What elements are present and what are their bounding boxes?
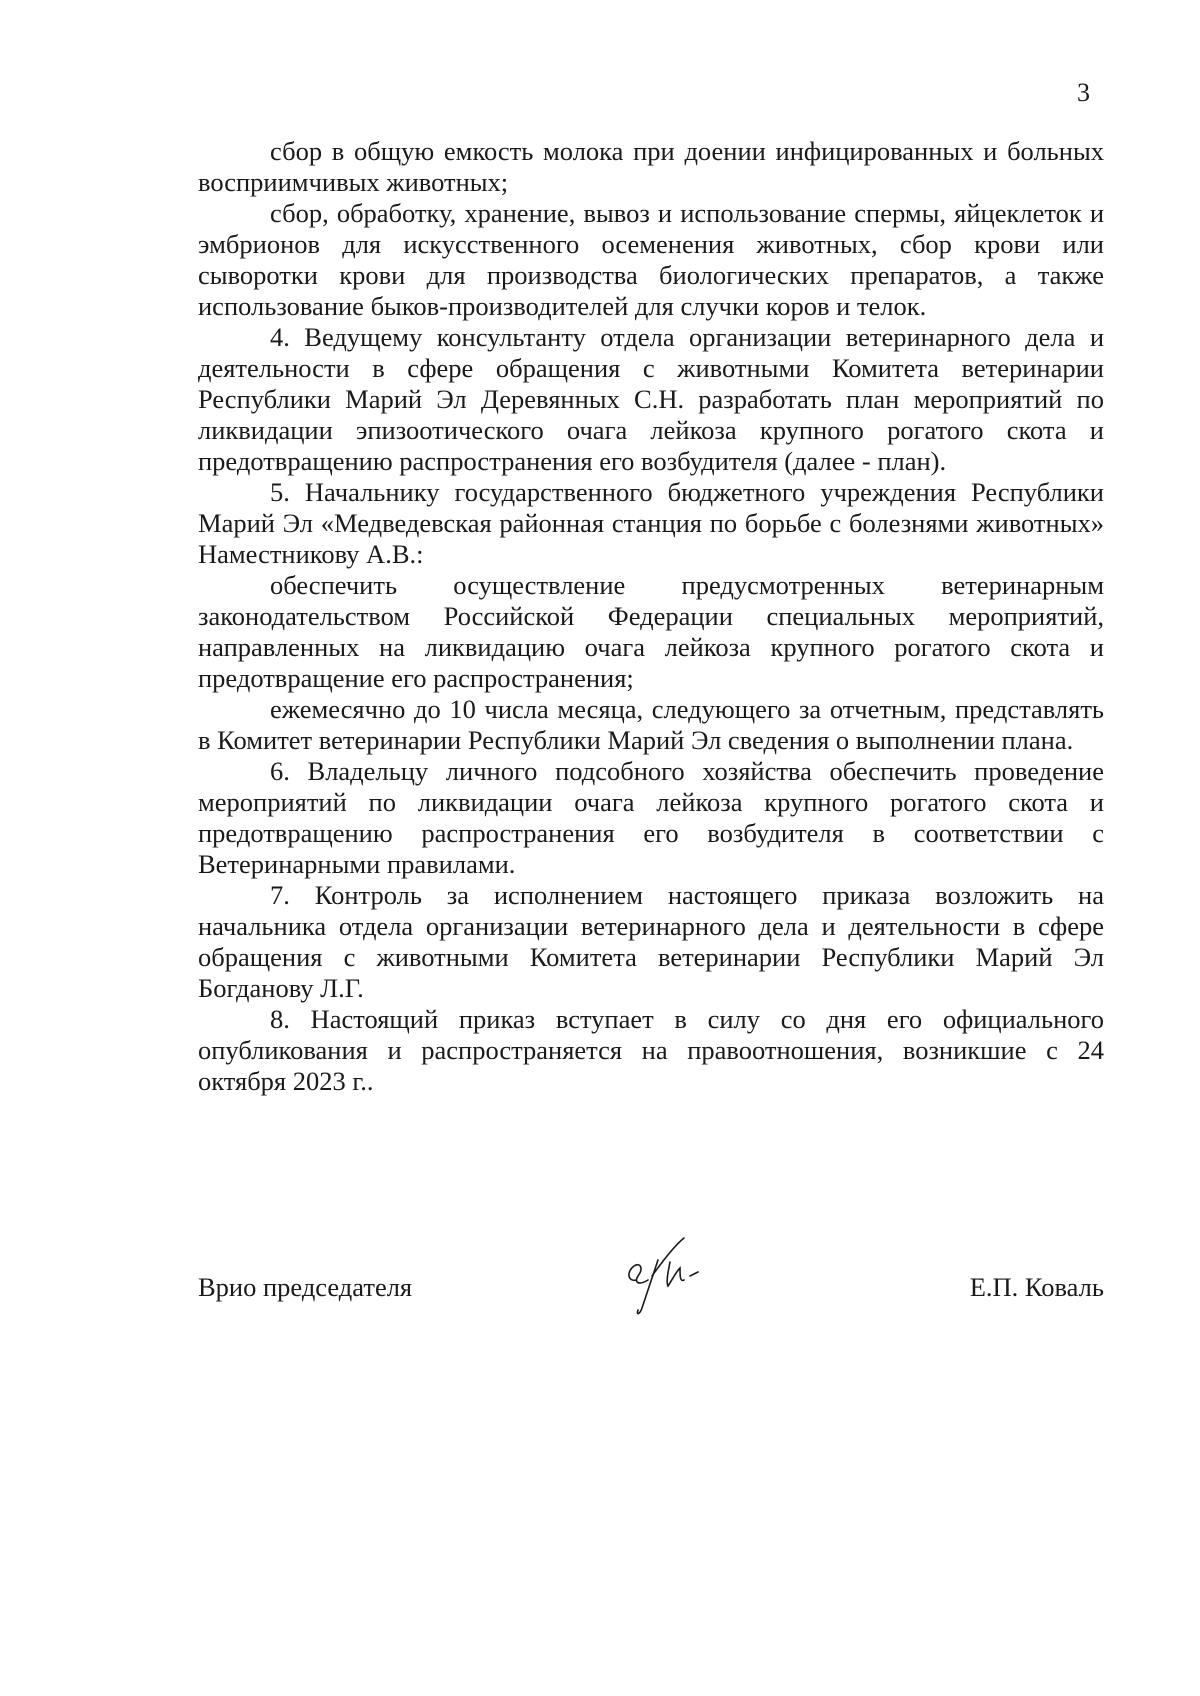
paragraph-ensure-measures: обеспечить осуществление предусмотренных ветеринарным законодательством Российской Федерации специальных мероприятий, направленных на ликвидацию очага лейкоза крупного рогатого скота и предотвращение его распространения; bbox=[198, 570, 1104, 693]
signatory-position: Врио председателя bbox=[198, 1272, 413, 1302]
paragraph-item-8: 8. Настоящий приказ вступает в силу со дня его официального опубликования и распространяется на правоотношения, возникшие с 24 октября 2023 г.. bbox=[198, 1004, 1104, 1096]
handwritten-signature bbox=[618, 1232, 728, 1322]
paragraph-item-5: 5. Начальнику государственного бюджетного учреждения Республики Марий Эл «Медведевская районная станция по борьбе с болезнями животных» Наместникову А.В.: bbox=[198, 477, 1104, 569]
paragraph-monthly-report: ежемесячно до 10 числа месяца, следующего за отчетным, представлять в Комитет ветеринарии Республики Марий Эл сведения о выполнении плана. bbox=[198, 694, 1104, 755]
paragraph-sperm-collection: сбор, обработку, хранение, вывоз и использование спермы, яйцеклеток и эмбрионов для искусственного осеменения животных, сбор крови или сыворотки крови для производства биологических препаратов, а также использование быков-производителей для случки коров и телок. bbox=[198, 198, 1104, 321]
paragraph-item-7: 7. Контроль за исполнением настоящего приказа возложить на начальника отдела организации ветеринарного дела и деятельности в сфере обращения с животными Комитета ветеринарии Республики Марий Эл Богданову Л.Г. bbox=[198, 880, 1104, 1003]
document-body bbox=[198, 136, 1104, 1097]
signatory-name: Е.П. Коваль bbox=[969, 1272, 1104, 1302]
paragraph-milk-collection: сбор в общую емкость молока при доении инфицированных и больных восприимчивых животных; bbox=[198, 136, 1104, 197]
page-number: 3 bbox=[1077, 78, 1090, 107]
paragraph-item-4: 4. Ведущему консультанту отдела организации ветеринарного дела и деятельности в сфере обращения с животными Комитета ветеринарии Республики Марий Эл Деревянных С.Н. разработать план мероприятий по ликвидации эпизоотического очага лейкоза крупного рогатого скота и предотвращению распространения его возбудителя (далее - план). bbox=[198, 322, 1104, 476]
paragraph-item-6: 6. Владельцу личного подсобного хозяйства обеспечить проведение мероприятий по ликвидации очага лейкоза крупного рогатого скота и предотвращению распространения его возбудителя в соответствии с Ветеринарными правилами. bbox=[198, 756, 1104, 879]
signature-block bbox=[198, 1250, 1104, 1350]
